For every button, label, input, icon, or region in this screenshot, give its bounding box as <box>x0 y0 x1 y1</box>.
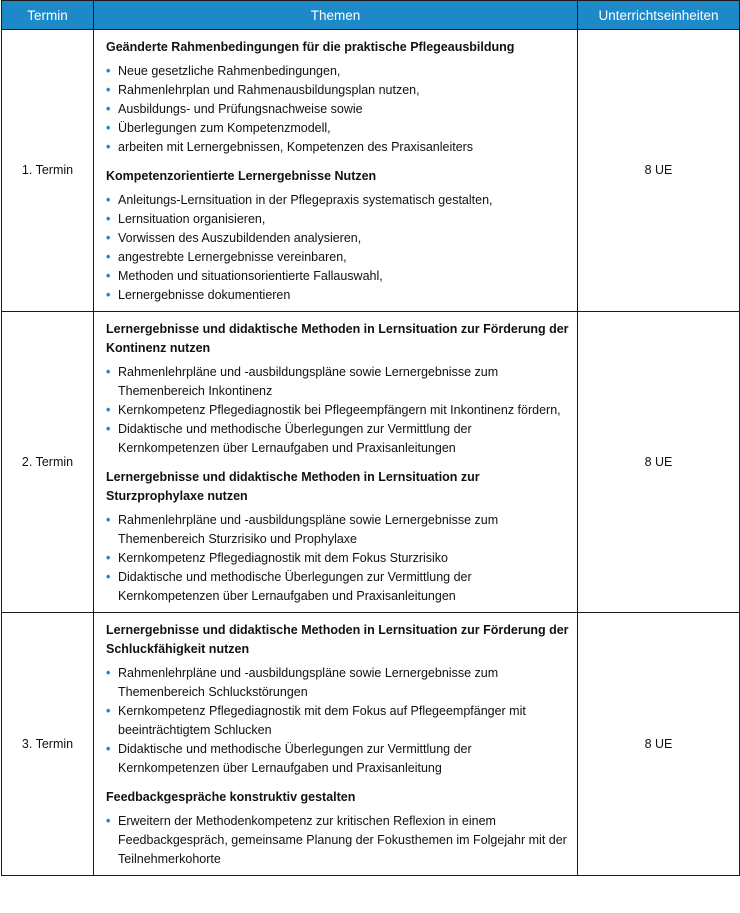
list-item: • Lernsituation organisieren, <box>106 210 569 229</box>
list-item: • arbeiten mit Lernergebnissen, Kompetenzen des Praxisanleiters <box>106 138 569 157</box>
topic-list <box>106 511 569 606</box>
topic <box>106 621 569 778</box>
list-item: • Didaktische und methodische Überlegungen zur Vermittlung der Kernkompetenzen über Lernaufgaben und Praxisanleitungen <box>106 568 569 606</box>
ue-cell: 8 UE <box>578 613 740 876</box>
table-row <box>2 30 740 312</box>
termin-cell: 2. Termin <box>2 312 94 613</box>
ue-cell: 8 UE <box>578 312 740 613</box>
list-item: • Anleitungs-Lernsituation in der Pflegepraxis systematisch gestalten, <box>106 191 569 210</box>
termin-cell: 1. Termin <box>2 30 94 312</box>
topic <box>106 167 569 305</box>
topic <box>106 38 569 157</box>
list-item: • Rahmenlehrplan und Rahmenausbildungsplan nutzen, <box>106 81 569 100</box>
topic-title: Kompetenzorientierte Lernergebnisse Nutzen <box>106 169 377 183</box>
header-termin: Termin <box>2 1 94 30</box>
list-item: • Überlegungen zum Kompetenzmodell, <box>106 119 569 138</box>
topic-title: Lernergebnisse und didaktische Methoden in Lernsituation zur Förderung der Schluckfähigkeit nutzen <box>106 623 569 656</box>
list-item: • Neue gesetzliche Rahmenbedingungen, <box>106 62 569 81</box>
themes-cell <box>94 613 578 876</box>
list-item: • Didaktische und methodische Überlegungen zur Vermittlung der Kernkompetenzen über Lernaufgaben und Praxisanleitung <box>106 740 569 778</box>
topic <box>106 320 569 458</box>
list-item: • Rahmenlehrpläne und -ausbildungspläne sowie Lernergebnisse zum Themenbereich Schluckstörungen <box>106 664 569 702</box>
header-row <box>2 1 740 30</box>
topic-list <box>106 191 569 305</box>
list-item: • Ausbildungs- und Prüfungsnachweise sowie <box>106 100 569 119</box>
list-item: • Lernergebnisse dokumentieren <box>106 286 569 305</box>
topic-list <box>106 664 569 778</box>
list-item: • Didaktische und methodische Überlegungen zur Vermittlung der Kernkompetenzen über Lernaufgaben und Praxisanleitungen <box>106 420 569 458</box>
list-item: • Kernkompetenz Pflegediagnostik bei Pflegeempfängern mit Inkontinenz fördern, <box>106 401 569 420</box>
table-row <box>2 312 740 613</box>
list-item: • Kernkompetenz Pflegediagnostik mit dem Fokus auf Pflegeempfänger mit beeinträchtigtem Schlucken <box>106 702 569 740</box>
list-item: • Rahmenlehrpläne und -ausbildungspläne sowie Lernergebnisse zum Themenbereich Sturzrisiko und Prophylaxe <box>106 511 569 549</box>
header-ue: Unterrichtseinheiten <box>578 1 740 30</box>
topic-title: Geänderte Rahmenbedingungen für die praktische Pflegeausbildung <box>106 40 515 54</box>
list-item: • Rahmenlehrpläne und -ausbildungspläne sowie Lernergebnisse zum Themenbereich Inkontinenz <box>106 363 569 401</box>
topic-list <box>106 812 569 869</box>
topic-list <box>106 62 569 157</box>
termin-cell: 3. Termin <box>2 613 94 876</box>
topic-title: Lernergebnisse und didaktische Methoden in Lernsituation zur Sturzprophylaxe nutzen <box>106 470 480 503</box>
topic-title: Lernergebnisse und didaktische Methoden in Lernsituation zur Förderung der Kontinenz nutzen <box>106 322 569 355</box>
table-row <box>2 613 740 876</box>
topic-title: Feedbackgespräche konstruktiv gestalten <box>106 790 356 804</box>
ue-cell: 8 UE <box>578 30 740 312</box>
themes-cell <box>94 312 578 613</box>
schedule-table <box>1 0 740 876</box>
topic <box>106 788 569 869</box>
list-item: • Erweitern der Methodenkompetenz zur kritischen Reflexion in einem Feedbackgespräch, gemeinsame Planung der Fokusthemen im Folgejahr mit der Teilnehmerkohorte <box>106 812 569 869</box>
topic <box>106 468 569 606</box>
list-item: • angestrebte Lernergebnisse vereinbaren, <box>106 248 569 267</box>
themes-cell <box>94 30 578 312</box>
list-item: • Vorwissen des Auszubildenden analysieren, <box>106 229 569 248</box>
header-themen: Themen <box>94 1 578 30</box>
topic-list <box>106 363 569 458</box>
list-item: • Methoden und situationsorientierte Fallauswahl, <box>106 267 569 286</box>
list-item: • Kernkompetenz Pflegediagnostik mit dem Fokus Sturzrisiko <box>106 549 569 568</box>
